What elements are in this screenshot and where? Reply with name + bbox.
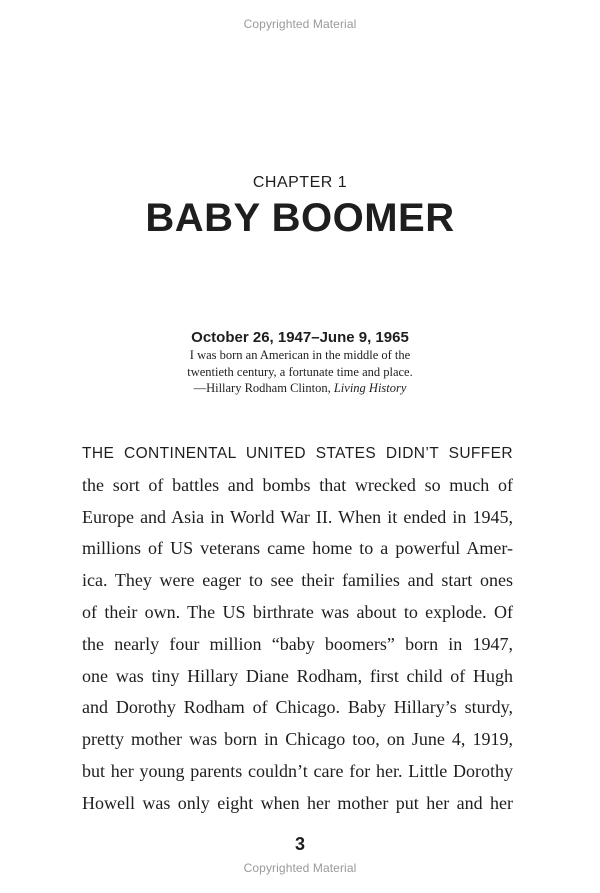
body-line: but her young parents couldn’t care for her. Little Dorothy (82, 760, 513, 781)
body-line-opening: THE CONTINENTAL UNITED STATES DIDN’T SUFFER (82, 445, 513, 462)
body-line: the nearly four million “baby boomers” born in 1947, (82, 633, 513, 654)
body-line: Howell was only eight when her mother put her and her (82, 792, 513, 813)
body-text (82, 438, 513, 820)
chapter-title: BABY BOOMER (145, 196, 455, 240)
attribution-book-title: Living History (333, 381, 407, 395)
body-line: Europe and Asia in World War II. When it ended in 1945, (82, 506, 513, 527)
body-line: millions of US veterans came home to a powerful Amer- (82, 538, 513, 559)
chapter-label: CHAPTER 1 (252, 174, 348, 191)
epigraph-attribution (150, 380, 450, 397)
body-line: the sort of battles and bombs that wrecked so much of (82, 474, 513, 495)
epigraph-line: I was born an American in the middle of the (189, 348, 411, 362)
section-dates: October 26, 1947–June 9, 1965 (191, 329, 409, 346)
copyright-watermark-top: Copyrighted Material (243, 17, 357, 31)
body-line: and Dorothy Rodham of Chicago. Baby Hillary’s sturdy, (82, 697, 513, 718)
epigraph-line: twentieth century, a fortunate time and place. (187, 364, 413, 379)
copyright-watermark-bottom: Copyrighted Material (243, 861, 357, 875)
body-line: one was tiny Hillary Diane Rodham, first child of Hugh (82, 665, 513, 686)
body-line: pretty mother was born in Chicago too, on June 4, 1919, (82, 729, 513, 750)
page-number: 3 (294, 834, 305, 854)
body-line: of their own. The US birthrate was about to explode. Of (82, 601, 513, 622)
body-line: ica. They were eager to see their families and start ones (82, 570, 513, 591)
attribution-author: —Hillary Rodham Clinton, (193, 381, 331, 395)
epigraph (150, 347, 450, 397)
